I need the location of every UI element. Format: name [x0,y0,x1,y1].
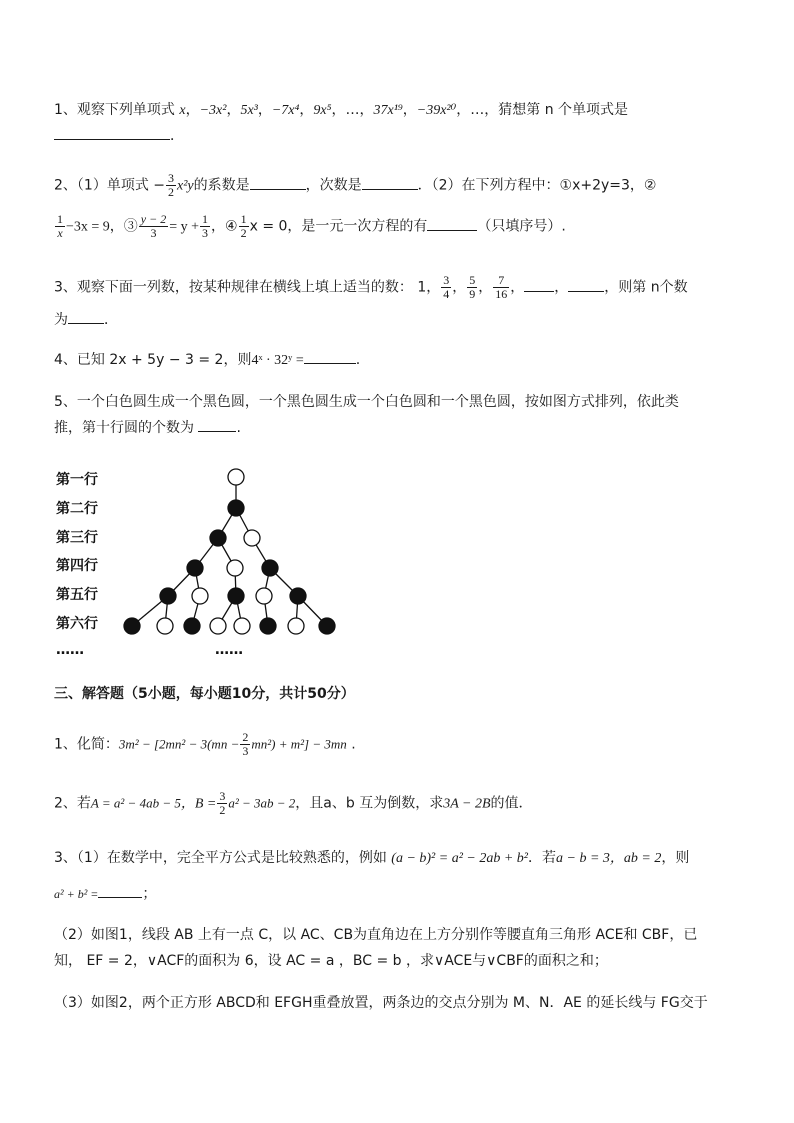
q1-term: … [470,102,485,118]
fraction-denominator: 9 [469,287,476,301]
fraction-denominator: 16 [495,287,508,301]
answer-blank[interactable] [427,218,477,231]
answer-question-1 [54,731,356,758]
a3-formula: (a − b)² = a² − 2ab + b² [391,851,528,866]
fraction [493,274,509,301]
fraction [240,731,250,758]
fraction-numerator: 2 [242,730,249,744]
q2-deg-text: ，次数是 [305,177,362,194]
fraction-numerator: 3 [168,171,174,185]
q2-prefix: 2、（1）单项式 − [54,177,165,194]
q1-term: … [345,102,360,118]
a2-end: 的值． [490,795,533,812]
q4-end: . [355,352,361,368]
a2-target: 3A − 2B [443,796,491,812]
a1-prefix: 1、化简： [54,736,119,753]
a2-a-expr: A = a² − 4ab − 5 [90,795,181,811]
a3-mid: ．若 [528,850,556,866]
a3-end: ，则 [661,850,690,866]
answer-blank[interactable] [54,127,170,140]
q2-part2: ．（2）在下列方程中：①x+2y=3，② [417,177,657,194]
q2-eq2: −3x = 9，③ [66,219,138,235]
answer-blank[interactable] [362,177,418,190]
fraction-denominator: 3 [150,226,157,240]
ellipsis: …… [56,642,84,658]
black-circle [262,560,278,576]
black-circle [210,530,226,546]
question-2-line-1 [54,172,656,199]
fraction [55,213,65,240]
answer-blank[interactable] [68,311,104,324]
q2-coef-text: 的系数是 [193,177,250,194]
a3-prefix: 3、（1）在数学中，完全平方公式是比较熟悉的，例如 [54,850,387,866]
a1-expr: mn²) + m²] − 3mn [251,736,347,752]
question-5-line-2 [54,418,241,438]
question-3-line-1: 3、观察下面一列数，按某种规律在横线上填上适当的数： 1， $\frac{3}{4}$ ， $\frac{5}{9}$ ， $\frac{7}{16}$ ， ， ，则第 n个数 [54,273,688,301]
section-title: 三、解答题（5小题，每小题10分，共计50分） [54,686,355,702]
fraction [467,274,477,301]
q1-prefix: 1、观察下列单项式 [54,102,180,118]
fraction-numerator: y − 2 [140,212,167,226]
answer-question-3-line-2 [54,884,156,904]
q4-expr: 4ˣ · 32ʸ = [251,353,304,368]
fraction-denominator: 3 [242,744,249,758]
fraction-numerator: 3 [443,273,450,287]
black-circle [124,618,140,634]
fraction-denominator: 3 [202,226,209,240]
white-circle [228,469,244,485]
circle-tree-diagram [40,462,360,662]
white-circle [192,588,208,604]
fraction-numerator: 1 [202,212,209,226]
fraction [217,790,227,817]
a3-part2-text: （2）如图1，线段 AB 上有一点 C，以 AC、CB为直角边在上方分别作等腰直角三角形 ACE和 CBF，已 [54,927,698,943]
question-4 [54,350,360,371]
black-circle [290,588,306,604]
fraction [239,213,249,240]
q2-eq4: x = 0，是一元一次方程的有 [249,218,428,235]
q1-term: 9x⁵ [313,103,332,118]
fraction-numerator: 1 [57,212,63,226]
q5-line1: 5、一个白色圆生成一个黑色圆，一个黑色圆生成一个白色圆和一个黑色圆，按如图方式排列，依此类 [54,394,679,410]
row-label: 第五行 [56,587,98,603]
answer-question-3-part-2-line-2 [54,951,608,971]
a2-b-expr: a² − 3ab − 2 [228,795,296,811]
a3-expr: a² + b² = [54,887,99,901]
fraction [200,213,210,240]
answer-blank[interactable] [524,279,554,292]
a2-b-lead: ，B = [180,796,217,812]
a3-part2-text: 知， EF = 2，∨ACF的面积为 6，设 AC = a ，BC = b ，求∨ACE与∨CBF的面积之和； [54,953,608,969]
black-circle [260,618,276,634]
q1-suffix: ，猜想第 n 个单项式是 [484,102,629,118]
row-label: 第三行 [56,530,98,546]
black-circle [187,560,203,576]
answer-blank[interactable] [568,279,604,292]
question-5-line-1 [54,392,679,412]
q1-term: 5x³ [240,103,258,118]
question-3-line-2: 为 ． [54,312,118,328]
q1-term: −39x²⁰ [416,103,457,118]
row-label: 第六行 [56,616,98,632]
fraction [139,213,168,240]
white-circle [288,618,304,634]
a3-condition: a − b = 3，ab = 2 [556,851,662,866]
question-1-answer [54,126,184,146]
answer-blank[interactable] [98,885,142,898]
answer-question-2 [54,790,533,817]
q3-line2: 为 [54,312,68,328]
q5-end: . [236,420,241,436]
q3-prefix: 3、观察下面一列数，按某种规律在横线上填上适当的数： 1， [54,279,441,296]
fraction-denominator: 4 [443,287,450,301]
answer-blank[interactable] [304,351,356,364]
row-label: 第二行 [56,501,98,517]
q2-eq3: = y + [169,219,200,235]
black-circle [228,500,244,516]
white-circle [227,560,243,576]
answer-question-3-part-2-line-1 [54,925,697,945]
q4-prefix: 4、已知 2x + 5y − 3 = 2，则 [54,352,252,368]
fraction-denominator: 2 [219,803,226,817]
row-label: 第一行 [56,472,98,488]
q1-term: −3x² [199,103,227,118]
answer-blank[interactable] [250,177,306,190]
fraction-numerator: 7 [493,274,509,288]
fraction-denominator: 2 [240,226,247,240]
a2-mid: ，且a、b 互为倒数，求 [295,795,444,812]
a3-line2-end: ； [142,886,157,902]
q1-term: 37x¹⁹ [373,103,403,118]
answer-question-3-part-3-line-1 [54,993,708,1013]
q2-eq4-lead: ，④ [211,218,238,235]
q2-tail: （只填序号）. [477,218,566,235]
a1-expr: 3m² − [2mn² − 3(mn − [118,736,240,752]
black-circle [319,618,335,634]
q2-term: x²y [177,178,194,194]
q1-term: x [179,103,186,118]
q5-line2: 推，第十行圆的个数为 [54,420,199,436]
q3-suffix: ，则第 n个数 [604,279,688,296]
white-circle [234,618,250,634]
black-circle [184,618,200,634]
fraction-numerator: 5 [469,273,476,287]
question-2-line-2 [54,213,566,240]
black-circle [228,588,244,604]
fraction-denominator: 2 [168,185,174,199]
fraction [166,172,176,199]
a2-prefix: 2、若 [54,795,91,812]
white-circle [157,618,173,634]
white-circle [244,530,260,546]
fraction-denominator: x [57,226,63,240]
black-circle [160,588,176,604]
fraction-numerator: 3 [219,789,226,803]
row-label: 第四行 [56,558,98,574]
question-1: 1、观察下列单项式 x，−3x²，5x³，−7x⁴，9x⁵，…，37x¹⁹，−39x²⁰，…，猜想第 n 个单项式是 [54,102,629,118]
q1-term: −7x⁴ [271,103,300,118]
a3-part3-text: （3）如图2，两个正方形 ABCD和 EFGH重叠放置，两条边的交点分别为 M、N．AE 的延长线与 FG交于 [54,995,708,1011]
ellipsis: …… [215,642,243,658]
fraction [441,274,451,301]
a1-end: . [351,736,356,753]
q1-end: ． [170,128,184,144]
white-circle [210,618,226,634]
white-circle [256,588,272,604]
fraction-numerator: 1 [240,212,247,226]
answer-blank[interactable] [198,419,236,432]
answer-question-3-line-1 [54,848,689,869]
